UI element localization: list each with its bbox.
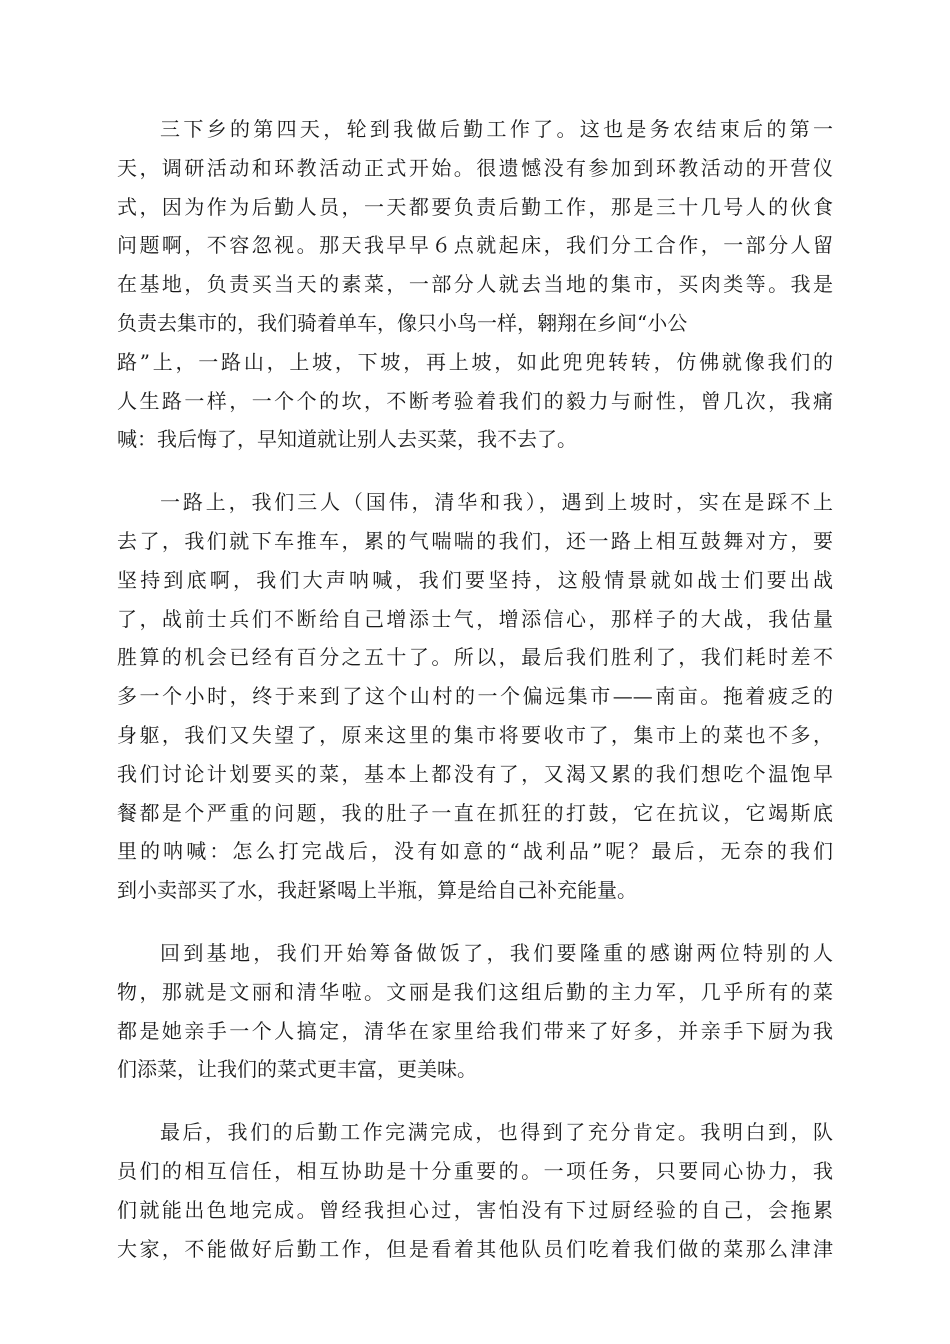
text-line: 式，因为作为后勤人员，一天都要负责后勤工作，那是三十几号人的伙食 [117, 194, 833, 219]
text-line: 们就能出色地完成。曾经我担心过，害怕没有下过厨经验的自己，会拖累 [117, 1197, 833, 1222]
text-line: 去了，我们就下车推车，累的气喘喘的我们，还一路上相互鼓舞对方，要 [117, 528, 833, 553]
document-body [117, 110, 833, 1292]
text-line: 在基地，负责买当天的素菜，一部分人就去当地的集市，买肉类等。我是 [117, 272, 833, 297]
text-line: 员们的相互信任，相互协助是十分重要的。一项任务，只要同心协力，我 [117, 1158, 833, 1183]
paragraph-3 [117, 934, 833, 1089]
text-line: 坚持到底啊，我们大声呐喊，我们要坚持，这般情景就如战士们要出战 [117, 567, 833, 592]
text-line: 物，那就是文丽和清华啦。文丽是我们这组后勤的主力军，几乎所有的菜 [117, 979, 833, 1004]
text-line: 人生路一样，一个个的坎，不断考验着我们的毅力与耐性，曾几次，我痛 [117, 388, 833, 413]
text-line: 都是她亲手一个人搞定，清华在家里给我们带来了好多，并亲手下厨为我 [117, 1018, 833, 1043]
text-line: 最后，我们的后勤工作完满完成，也得到了充分肯定。我明白到，队 [160, 1120, 833, 1145]
text-line: 三下乡的第四天，轮到我做后勤工作了。这也是务农结束后的第一 [160, 117, 833, 141]
text-line: 胜算的机会已经有百分之五十了。所以，最后我们胜利了，我们耗时差不 [117, 645, 833, 670]
text-line: 大家，不能做好后勤工作，但是看着其他队员们吃着我们做的菜那么津津 [117, 1236, 833, 1261]
text-line: 负责去集市的，我们骑着单车，像只小鸟一样，翱翔在乡间“小公 [117, 310, 688, 335]
text-line: 喊：我后悔了，早知道就让别人去买菜，我不去了。 [117, 427, 577, 452]
text-line: 天，调研活动和环教活动正式开始。很遗憾没有参加到环教活动的开营仪 [117, 155, 833, 180]
paragraph-4 [117, 1113, 833, 1268]
text-line: 问题啊，不容忽视。那天我早早６点就起床，我们分工合作，一部分人留 [117, 233, 833, 258]
text-line: 了，战前士兵们不断给自己增添士气，增添信心，那样子的大战，我估量 [117, 606, 833, 631]
text-line: 路”上，一路山，上坡，下坡，再上坡，如此兜兜转转，仿佛就像我们的 [117, 349, 833, 374]
text-line: 多一个小时，终于来到了这个山村的一个偏远集市——南亩。拖着疲乏的 [117, 684, 833, 709]
text-line: 一路上，我们三人（国伟，清华和我），遇到上坡时，实在是踩不上 [160, 490, 833, 515]
paragraph-2 [117, 483, 833, 910]
text-line: 回到基地，我们开始筹备做饭了，我们要隆重的感谢两位特别的人 [160, 940, 833, 965]
text-line: 们添菜，让我们的菜式更丰富，更美味。 [117, 1057, 477, 1082]
paragraph-1 [117, 110, 833, 459]
text-line: 身躯，我们又失望了，原来这里的集市将要收市了，集市上的菜也不多， [117, 722, 833, 747]
text-line: 我们讨论计划要买的菜，基本上都没有了，又渴又累的我们想吃个温饱早 [117, 761, 833, 786]
text-line: 到小卖部买了水，我赶紧喝上半瓶，算是给自己补充能量。 [117, 878, 637, 903]
text-line: 餐都是个严重的问题，我的肚子一直在抓狂的打鼓，它在抗议，它竭斯底 [117, 800, 833, 825]
text-line: 里的呐喊：怎么打完战后，没有如意的“战利品”呢？最后，无奈的我们 [117, 839, 833, 864]
